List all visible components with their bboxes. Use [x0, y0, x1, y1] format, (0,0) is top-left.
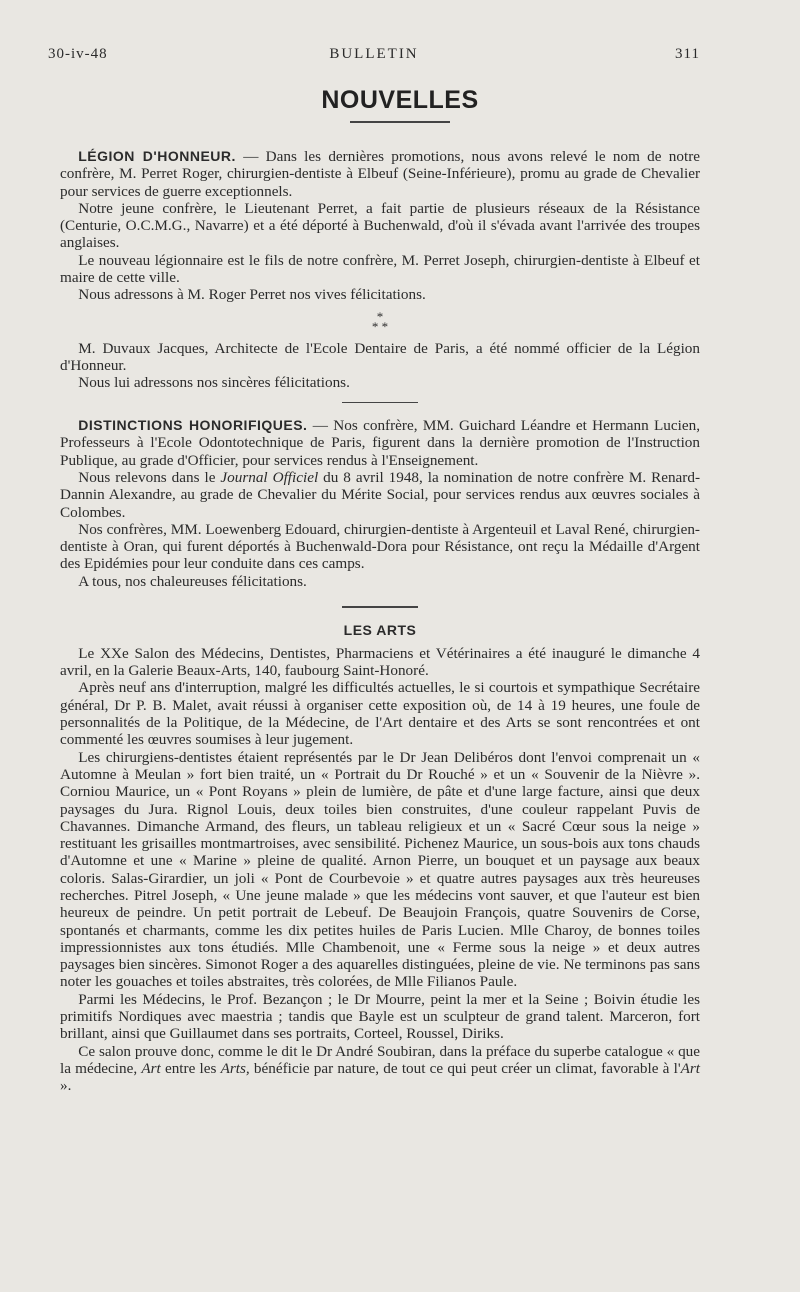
arts-p5c: bénéficie par nature, de tout ce qui peut créer un climat, favorable à l'	[249, 1059, 681, 1077]
distinctions-paragraph-1	[60, 417, 700, 469]
distinctions-paragraph-2	[60, 469, 700, 521]
header-journal: BULLETIN	[329, 46, 419, 62]
header-date: 30-iv-48	[48, 46, 108, 62]
arts-paragraph-3: Les chirurgiens-dentistes étaient représentés par le Dr Jean Delibéros dont l'envoi comprenait un « Automne à Meulan » fort bien traité, un « Portrait du Dr Rouché » et un « Souvenir de la Nièvre ». Corniou Maurice, un « Pont Royans » plein de lumière, de pâte et d'une large facture, ainsi que deux paysages du Jura. Rignol Louis, deux toiles bien construites, d'une couleur rappelant Puvis de Chavannes. Dimanche Armand, des fleurs, un tableau religieux et un « Sacré Cœur sous la neige » restituant les grisailles montmartroises, avec sensibilité. Pichenez Maurice, un sous-bois aux tons chauds d'Automne et une « Marine » pleine de qualité. Arnon Pierre, un bouquet et un paysage aux beaux coloris. Salas-Girardier, un joli « Pont de Courbevoie » et quatre autres paysages aux très heureuses recherches. Pitrel Joseph, « Une jeune malade » que les médecins vont sauver, et que l'auteur est bien heureux de peindre. Un petit portrait de Lebeuf. De Beaujoin François, quatre Souvenirs de Corse, spontanés et charmants, comme les dix petites huiles de Paris Lucien. Mlle Charoy, de bonnes toiles impressionnistes aux tons étudiés. Mlle Chambenoit, une « Ferme sous la neige » et deux autres paysages bien sincères. Simonot Roger a des aquarelles distinguées, pleine de vie. Ne terminons pas sans noter les gouaches et toiles abstraites, très colorées, de Mlle Filianos Paule.	[60, 748, 700, 991]
arts-p5b: entre les	[160, 1059, 221, 1077]
arts-p5-art2: Art	[680, 1059, 700, 1077]
legion-paragraph-3: Le nouveau légionnaire est le fils de notre confrère, M. Perret Joseph, chirurgien-dentiste à Elbeuf et maire de cette ville.	[60, 251, 700, 287]
distinctions-p2a: Nous relevons dans le	[78, 468, 221, 486]
arts-paragraph-5	[60, 1043, 700, 1095]
article-body	[60, 148, 700, 1095]
arts-p5a: Ce salon prouve donc, comme le dit le Dr André Soubiran, dans la préface du superbe catalogue « que la médecine,	[60, 1042, 700, 1077]
asterism: * * *	[371, 308, 389, 334]
running-header	[48, 46, 700, 66]
distinctions-paragraph-3: Nos confrères, MM. Loewenberg Edouard, chirurgien-dentiste à Argenteuil et Laval René, chirurgien-dentiste à Oran, qui furent déportés à Buchenwald-Dora pour Résistance, ont reçu la Médaille d'Argent des Epidémies pour leur conduite dans ces camps.	[60, 520, 700, 573]
arts-paragraph-4: Parmi les Médecins, le Prof. Bezançon ; le Dr Mourre, peint la mer et la Seine ; Boivin étudie les primitifs Nordiques avec maestria ; tandis que Bayle est un sculpteur de grand talent. Marceron, fort brillant, ainsi que Guillaumet dans ses portraits, Corteel, Roussel, Diriks.	[60, 990, 700, 1043]
legion-paragraph-2: Notre jeune confrère, le Lieutenant Perret, a fait partie de plusieurs réseaux de la Résistance (Centurie, O.C.M.G., Navarre) et a été déporté à Buchenwald, d'où il s'évada avant l'arrivée des troupes anglaises.	[60, 199, 700, 252]
section-separator	[342, 402, 418, 404]
distinctions-heading: DISTINCTIONS HONORIFIQUES.	[78, 417, 308, 434]
legion-p1-text: — Dans les dernières promotions, nous avons relevé le nom de notre confrère, M. Perret Roger, chirurgien-dentiste à Elbeuf (Seine-Inférieure), promu au grade de Chevalier pour services de guerre exceptionnels.	[60, 148, 700, 200]
arts-heading: LES ARTS	[343, 621, 417, 638]
page-title	[0, 86, 800, 123]
arts-paragraph-1: Le XXe Salon des Médecins, Dentistes, Pharmaciens et Vétérinaires a été inauguré le dimanche 4 avril, en la Galerie Beaux-Arts, 140, faubourg Saint-Honoré.	[60, 644, 700, 680]
section-separator	[342, 606, 418, 608]
title-rule	[350, 121, 450, 123]
header-page-number: 311	[675, 46, 700, 62]
arts-p5-arts: Arts,	[220, 1059, 250, 1077]
distinctions-p2b: du 8 avril 1948, la nomination de notre confrère M. Renard-Dannin Alexandre, au grade de Chevalier du Mérite Social, pour services rendus aux œuvres sociales à Colombes.	[60, 468, 701, 521]
page-title-text: NOUVELLES	[321, 86, 479, 114]
legion-heading: LÉGION D'HONNEUR.	[78, 148, 236, 164]
arts-p5d: ».	[60, 1077, 72, 1095]
arts-paragraph-2: Après neuf ans d'interruption, malgré les difficultés actuelles, le si courtois et sympathique Secrétaire général, Dr P. B. Malet, avait réussi à organiser cette exposition où, de 14 à 19 heures, une foule de personnalités de la Politique, de la Médecine, de l'Art dentaire et des Arts se sont rencontrées et ont commenté les œuvres soumises à leur jugement.	[60, 679, 700, 749]
legion-paragraph-6: Nous lui adressons nos sincères félicitations.	[78, 374, 350, 392]
distinctions-paragraph-4: A tous, nos chaleureuses félicitations.	[78, 572, 307, 590]
distinctions-p1-text: — Nos confrère, MM. Guichard Léandre et Hermann Lucien, Professeurs à l'Ecole Odontotechnique de Paris, figurent dans la dernière promotion de l'Instruction Publique, au grade d'Officier, pour services rendus à l'Enseignement.	[60, 417, 700, 469]
legion-paragraph-5: M. Duvaux Jacques, Architecte de l'Ecole Dentaire de Paris, a été nommé officier de la Légion d'Honneur.	[60, 339, 700, 374]
journal-officiel-title: Journal Officiel	[220, 468, 319, 486]
arts-p5-art1: Art	[141, 1059, 161, 1077]
legion-paragraph-1	[60, 148, 700, 200]
legion-paragraph-4: Nous adressons à M. Roger Perret nos vives félicitations.	[78, 286, 426, 304]
